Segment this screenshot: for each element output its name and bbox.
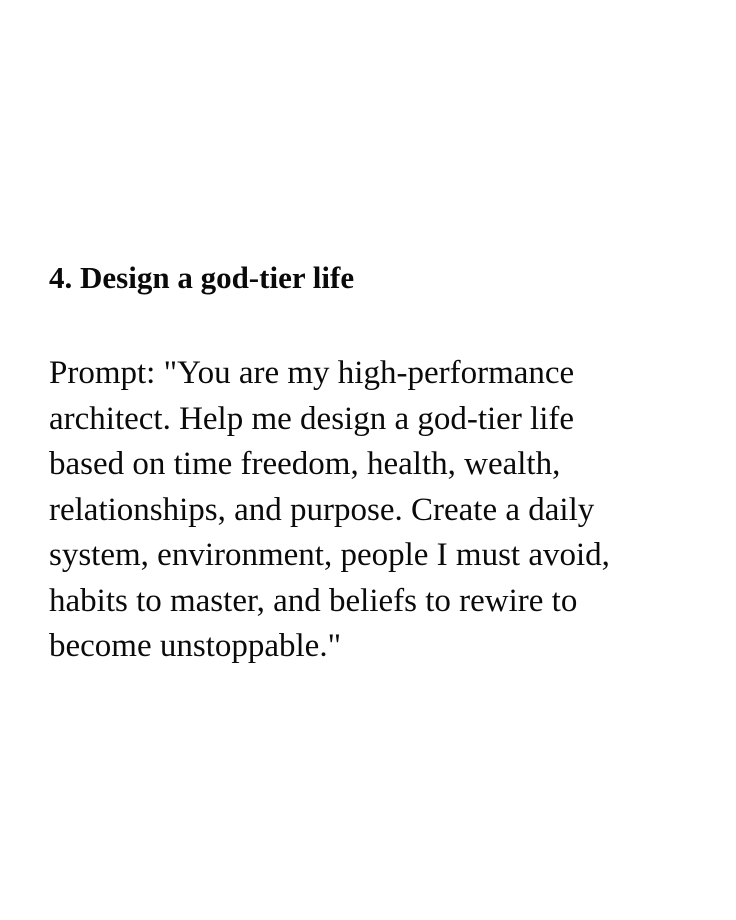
section-heading: 4. Design a god-tier life — [49, 260, 355, 295]
prompt-line: based on time freedom, health, wealth, — [49, 446, 561, 482]
prompt-line: habits to master, and beliefs to rewire to — [49, 582, 578, 619]
prompt-paragraph — [49, 351, 610, 670]
prompt-line: architect. Help me design a god-tier life — [49, 400, 575, 437]
prompt-line: Prompt: "You are my high-performance — [49, 355, 575, 391]
prompt-line: become unstoppable." — [49, 628, 342, 664]
prompt-line: system, environment, people I must avoid, — [49, 537, 610, 573]
prompt-line: relationships, and purpose. Create a daily — [49, 491, 595, 528]
